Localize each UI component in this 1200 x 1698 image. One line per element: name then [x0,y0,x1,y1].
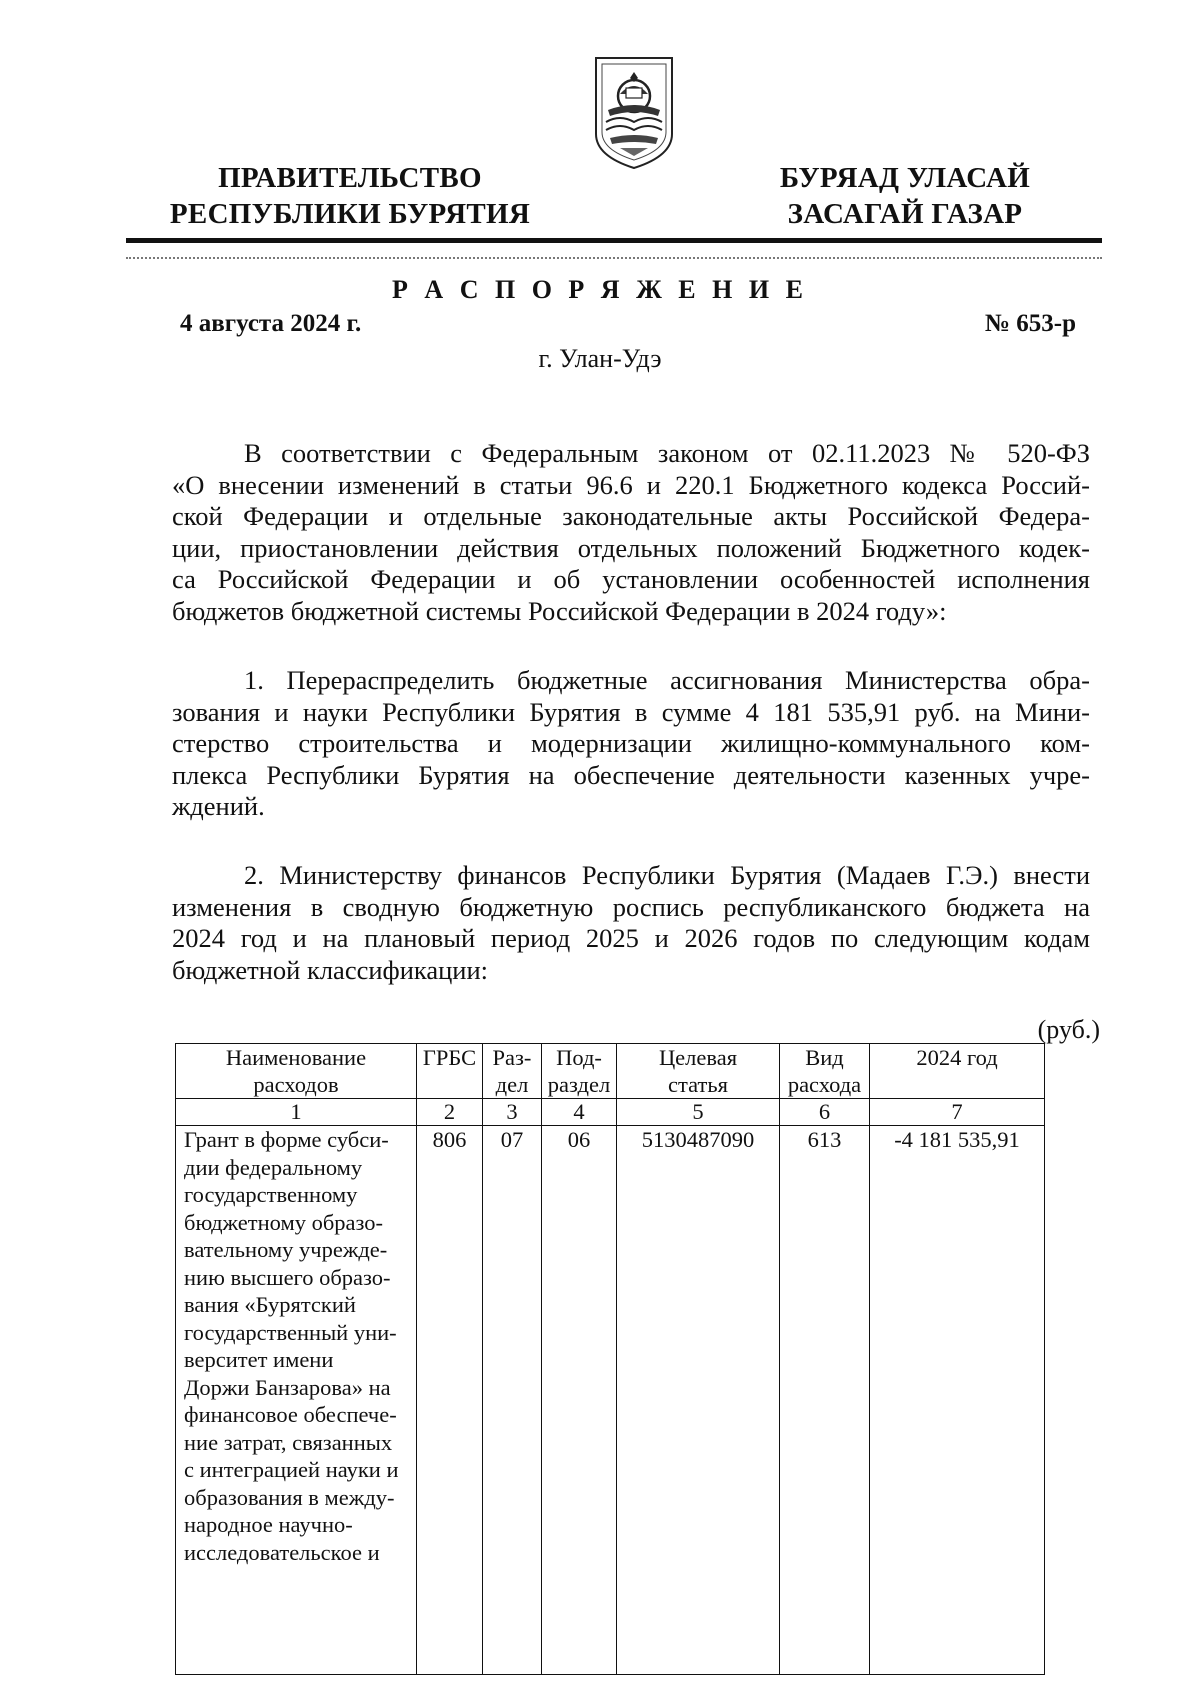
preamble-paragraph [172,438,1090,627]
clause-1-paragraph [172,665,1090,823]
header-cell-razdel: Раз- дел [483,1044,542,1099]
row-expense-name: Грант в форме субси- дии федеральному государственному бюджетному образо- вательному учрежде- нию высшего образо- вания «Бурятский государственный уни- верситет имени Доржи Банзарова» на финансовое обеспече- ние затрат, связанных с интеграцией науки и образования в между- народное научно- исследовательское и [176,1126,417,1675]
table-column-number-row [176,1099,1045,1126]
org-name-ru-line-1: ПРАВИТЕЛЬСТВО [218,162,482,194]
preamble-line: бюджетов бюджетной системы Российской Федерации в 2024 году»: [172,595,947,626]
preamble-line: ской Федерации и отдельные законодательные акты Российской Федера- [172,501,1090,531]
column-number: 6 [780,1099,870,1126]
clause-1-line: ждений. [172,791,265,821]
column-number: 5 [617,1099,780,1126]
column-number: 7 [870,1099,1045,1126]
coat-of-arms-emblem-icon [590,52,678,172]
header-divider-thin [126,257,1102,259]
clause-2-line: бюджетной классификации: [172,954,489,985]
org-name-russian [150,160,550,232]
clause-1-line: стерство строительства и модернизации жилищно-коммунального ком- [172,728,1090,758]
org-name-buryat [745,160,1065,232]
table-header-row [176,1044,1045,1099]
preamble-line: ции, приостановлении действия отдельных положений Бюджетного кодек- [172,532,1090,563]
org-name-bua-line-2: ЗАСАГАЙ ГАЗАР [787,198,1023,230]
preamble-line: В соответствии с Федеральным законом от 02.11.2023 № 520-ФЗ [244,438,1090,468]
row-vid-rashoda: 613 [780,1126,870,1675]
header-cell-vid: Вид расхода [780,1044,870,1099]
header-cell-celevaya: Целевая статья [617,1044,780,1099]
preamble-line: «О внесении изменений в статьи 96.6 и 220.1 Бюджетного кодекса Россий- [172,469,1090,500]
header-cell-podrazdel: Под- раздел [542,1044,617,1099]
clause-2-line: изменения в сводную бюджетную роспись республиканского бюджета на [172,891,1090,922]
row-amount-2024: -4 181 535,91 [870,1126,1045,1675]
clause-1-line: плекса Республики Бурятия на обеспечение деятельности казенных учре- [172,759,1090,790]
table-unit-label: (руб.) [1037,1015,1100,1044]
document-type-title: Р А С П О Р Я Ж Е Н И Е [392,275,808,304]
budget-table [175,1043,1045,1675]
row-celevaya-statya: 5130487090 [617,1126,780,1675]
row-razdel: 07 [483,1126,542,1675]
row-grbs: 806 [417,1126,483,1675]
clause-2-line: 2024 год и на плановый период 2025 и 2026 годов по следующим кодам [172,923,1090,953]
header-cell-name: Наименование расходов [176,1044,417,1099]
column-number: 2 [417,1099,483,1126]
header-cell-year: 2024 год [870,1044,1045,1099]
clause-2-line: 2. Министерству финансов Республики Бурятия (Мадаев Г.Э.) внести [244,860,1090,890]
header-cell-grbs: ГРБС [417,1044,483,1099]
clause-1-line: 1. Перераспределить бюджетные ассигнования Министерства обра- [244,665,1090,695]
column-number: 4 [542,1099,617,1126]
clause-1-line: зования и науки Республики Бурятия в сумме 4 181 535,91 руб. на Мини- [172,696,1090,727]
clause-2-paragraph [172,860,1090,986]
document-city: г. Улан-Удэ [538,344,662,373]
column-number: 1 [176,1099,417,1126]
row-podrazdel: 06 [542,1126,617,1675]
org-name-ru-line-2: РЕСПУБЛИКИ БУРЯТИЯ [169,198,531,230]
preamble-line: са Российской Федерации и об установлении особенностей исполнения [172,564,1090,594]
header-divider-thick [126,238,1102,243]
column-number: 3 [483,1099,542,1126]
document-date: 4 августа 2024 г. [180,310,362,337]
org-name-bua-line-1: БУРЯАД УЛАСАЙ [779,162,1031,194]
document-number: № 653-р [984,310,1076,337]
table-row [176,1126,1045,1675]
